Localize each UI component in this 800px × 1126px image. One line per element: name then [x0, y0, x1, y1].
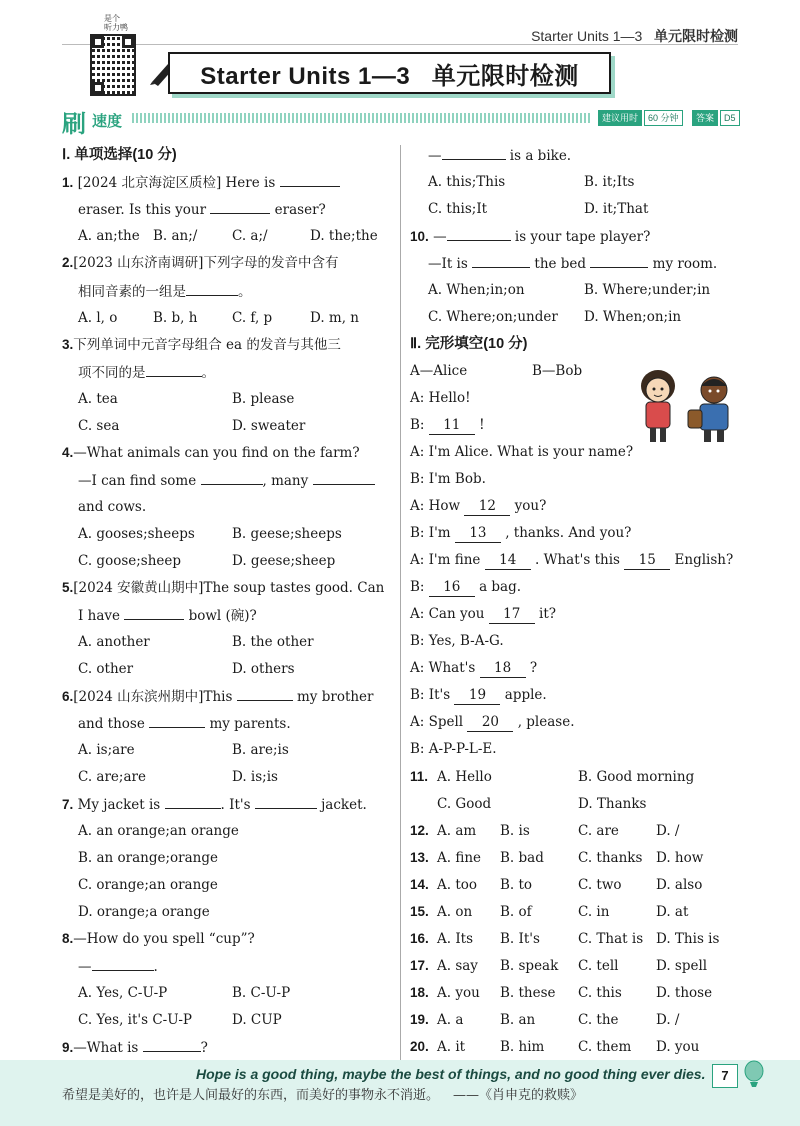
- dialogue-line: B: A-P-P-L-E.: [410, 741, 497, 757]
- option-d[interactable]: D. you: [656, 1039, 700, 1055]
- answer-blank[interactable]: [280, 173, 340, 187]
- page-title: Starter Units 1—3 单元限时检测: [200, 62, 579, 90]
- option-c[interactable]: C. orange;an orange: [78, 877, 218, 893]
- option-a[interactable]: A. another: [78, 634, 150, 650]
- dialogue-line: A: What's 18 ?: [410, 660, 538, 676]
- option-a[interactable]: A. l, o: [78, 310, 118, 326]
- option-b[interactable]: B. are;is: [232, 742, 289, 758]
- speed-char: 刷: [62, 111, 86, 138]
- option-b[interactable]: B. Where;under;in: [584, 282, 711, 298]
- dialogue-line: B: I'm 13 , thanks. And you?: [410, 525, 632, 541]
- option-b[interactable]: B. an;/: [153, 228, 198, 244]
- blank-number[interactable]: 20: [467, 713, 513, 732]
- section-1-heading: Ⅰ. 单项选择(10 分): [62, 147, 177, 163]
- option-a[interactable]: A. am: [437, 823, 477, 839]
- option-c[interactable]: C. Good: [437, 796, 492, 812]
- option-d[interactable]: D. at: [656, 904, 689, 920]
- dialogue-line: B: It's 19 apple.: [410, 687, 547, 703]
- option-b[interactable]: B. C-U-P: [232, 985, 291, 1001]
- question-9-cont: — is a bike.: [428, 148, 572, 164]
- answer-blank[interactable]: [186, 282, 238, 296]
- question-10: 10. — is your tape player?: [410, 229, 651, 245]
- question-7: 7. My jacket is . It's jacket.: [62, 797, 367, 813]
- blank-number[interactable]: 12: [464, 497, 510, 516]
- option-number: 12.: [410, 823, 429, 838]
- answer-blank[interactable]: [590, 254, 648, 268]
- answer-blank[interactable]: [165, 795, 221, 809]
- option-d[interactable]: D. /: [656, 1012, 680, 1028]
- option-number: 15.: [410, 904, 429, 919]
- blank-number[interactable]: 17: [489, 605, 535, 624]
- option-a[interactable]: A. too: [437, 877, 478, 893]
- running-header-title: 单元限时检测: [654, 28, 738, 44]
- option-b[interactable]: B. him: [500, 1039, 545, 1055]
- question-8: 8.—How do you spell “cup”?: [62, 931, 255, 947]
- blank-number[interactable]: 16: [429, 578, 475, 597]
- qr-finder-icon: [122, 36, 134, 48]
- option-a[interactable]: A. When;in;on: [428, 282, 525, 298]
- option-c[interactable]: C. other: [78, 661, 134, 677]
- children-illustration-icon: [628, 366, 752, 446]
- footer-quote-en: Hope is a good thing, maybe the best of things, and no good thing ever dies.: [196, 1066, 706, 1082]
- time-value: 60 分钟: [644, 110, 683, 126]
- option-a[interactable]: A. Hello: [437, 769, 492, 785]
- option-b[interactable]: B. of: [500, 904, 532, 920]
- option-a[interactable]: A. Its: [437, 931, 474, 947]
- dialogue-line: B: I'm Bob.: [410, 471, 486, 487]
- option-a[interactable]: A. fine: [437, 850, 482, 866]
- option-b[interactable]: B. It's: [500, 931, 540, 947]
- option-c[interactable]: C. That is: [578, 931, 644, 947]
- option-b[interactable]: B. Good morning: [578, 769, 695, 785]
- option-b[interactable]: B. geese;sheeps: [232, 526, 342, 542]
- option-d[interactable]: D. CUP: [232, 1012, 282, 1028]
- option-c[interactable]: C. Yes, it's C-U-P: [78, 1012, 193, 1028]
- question-2: 2.[2023 山东济南调研]下列字母的发音中含有: [62, 255, 339, 271]
- option-a[interactable]: A. is;are: [78, 742, 135, 758]
- dialogue-line: A: Can you 17 it?: [410, 606, 556, 622]
- option-c[interactable]: C. sea: [78, 418, 120, 434]
- answer-page: D5: [720, 110, 740, 126]
- qr-caption: 是个 听力鸭: [104, 14, 128, 32]
- option-c[interactable]: C. a;/: [232, 228, 268, 244]
- option-c[interactable]: C. Where;on;under: [428, 309, 558, 325]
- running-header: [531, 26, 738, 46]
- option-c[interactable]: C. this: [578, 985, 622, 1001]
- option-d[interactable]: D. also: [656, 877, 703, 893]
- option-c[interactable]: C. are;are: [78, 769, 146, 785]
- qr-finder-icon: [92, 82, 104, 94]
- option-d[interactable]: D. is;is: [232, 769, 278, 785]
- option-d[interactable]: D. how: [656, 850, 704, 866]
- option-b[interactable]: B. please: [232, 391, 295, 407]
- dialogue-line: B: Yes, B-A-G.: [410, 633, 504, 649]
- option-c[interactable]: C. tell: [578, 958, 619, 974]
- answer-blank[interactable]: [92, 957, 154, 971]
- speed-bar: [62, 106, 740, 138]
- answer-blank[interactable]: [255, 795, 317, 809]
- option-number: 18.: [410, 985, 429, 1000]
- column-divider: [400, 145, 401, 1060]
- option-number: 16.: [410, 931, 429, 946]
- option-b[interactable]: B. bad: [500, 850, 544, 866]
- answer-blank[interactable]: [237, 687, 293, 701]
- option-c[interactable]: C. goose;sheep: [78, 553, 182, 569]
- option-b[interactable]: B. to: [500, 877, 533, 893]
- blank-number[interactable]: 11: [429, 416, 475, 435]
- option-number: 19.: [410, 1012, 429, 1027]
- option-d[interactable]: D. orange;a orange: [78, 904, 210, 920]
- balloon-icon: [742, 1060, 766, 1088]
- time-label: 建议用时: [598, 110, 642, 126]
- option-c[interactable]: C. two: [578, 877, 622, 893]
- option-d[interactable]: D. When;on;in: [584, 309, 682, 325]
- option-c[interactable]: C. f, p: [232, 310, 273, 326]
- answer-blank[interactable]: [472, 254, 530, 268]
- option-c[interactable]: C. the: [578, 1012, 619, 1028]
- blank-number[interactable]: 14: [485, 551, 531, 570]
- option-d[interactable]: D. Thanks: [578, 796, 647, 812]
- answer-label: 答案: [692, 110, 718, 126]
- dialogue-line: B: 16 a bag.: [410, 579, 522, 595]
- blank-number[interactable]: 19: [454, 686, 500, 705]
- question-1: 1. [2024 北京海淀区质检] Here is: [62, 173, 340, 192]
- qr-finder-icon: [92, 36, 104, 48]
- option-a[interactable]: A. gooses;sheeps: [78, 526, 195, 542]
- option-a[interactable]: A. tea: [78, 391, 118, 407]
- option-d[interactable]: D. m, n: [310, 310, 360, 326]
- option-number: 13.: [410, 850, 429, 865]
- answer-blank[interactable]: [146, 363, 202, 377]
- page-number: 7: [712, 1064, 738, 1088]
- option-b[interactable]: B. b, h: [153, 310, 198, 326]
- header-rule: [62, 44, 738, 45]
- option-d[interactable]: D. others: [232, 661, 295, 677]
- option-b[interactable]: B. is: [500, 823, 530, 839]
- option-d[interactable]: D. This is: [656, 931, 720, 947]
- option-a[interactable]: A. Yes, C-U-P: [78, 985, 168, 1001]
- dialogue-line: A: How 12 you?: [410, 498, 547, 514]
- option-d[interactable]: D. sweater: [232, 418, 306, 434]
- question-3: 3.下列单词中元音字母组合 ea 的发音与其他三: [62, 337, 341, 353]
- answer-blank[interactable]: [201, 471, 263, 485]
- option-a[interactable]: A. a: [437, 1012, 464, 1028]
- answer-blank[interactable]: [149, 714, 205, 728]
- option-d[interactable]: D. the;the: [310, 228, 378, 244]
- option-a[interactable]: A. an;the: [78, 228, 140, 244]
- question-9: 9.—What is ?: [62, 1040, 208, 1056]
- blank-number[interactable]: 13: [455, 524, 501, 543]
- option-d[interactable]: D. spell: [656, 958, 708, 974]
- option-c[interactable]: C. them: [578, 1039, 632, 1055]
- option-c[interactable]: C. this;It: [428, 201, 488, 217]
- option-a[interactable]: A. an orange;an orange: [78, 823, 239, 839]
- section-2-heading: Ⅱ. 完形填空(10 分): [410, 336, 528, 352]
- speed-word: 速度: [92, 113, 123, 130]
- question-4: 4.—What animals can you find on the farm?: [62, 445, 360, 461]
- answer-blank[interactable]: [442, 146, 506, 160]
- option-number: 11.: [410, 769, 429, 784]
- option-a[interactable]: A. on: [437, 904, 473, 920]
- answer-blank[interactable]: [447, 227, 511, 241]
- option-b[interactable]: B. an: [500, 1012, 536, 1028]
- option-b[interactable]: B. it;Its: [584, 174, 635, 190]
- dialogue-line: A: I'm Alice. What is your name?: [410, 444, 634, 460]
- answer-blank[interactable]: [313, 471, 375, 485]
- decorative-stripes: [132, 113, 592, 123]
- option-number: 20.: [410, 1039, 429, 1054]
- option-a[interactable]: A. you: [437, 985, 480, 1001]
- option-d[interactable]: D. those: [656, 985, 713, 1001]
- question-5: 5.[2024 安徽黄山期中]The soup tastes good. Can: [62, 580, 385, 596]
- option-b[interactable]: B. these: [500, 985, 556, 1001]
- dialogue-line: A: Spell 20 , please.: [410, 714, 575, 730]
- dialogue-line: A: Hello!: [410, 390, 471, 406]
- answer-blank[interactable]: [143, 1038, 201, 1052]
- option-d[interactable]: D. /: [656, 823, 680, 839]
- blank-number[interactable]: 18: [480, 659, 526, 678]
- option-c[interactable]: C. in: [578, 904, 610, 920]
- option-number: 14.: [410, 877, 429, 892]
- question-6: 6.[2024 山东滨州期中]This my brother: [62, 689, 374, 705]
- option-a[interactable]: A. this;This: [428, 174, 506, 190]
- qr-code-block[interactable]: [82, 14, 136, 98]
- blank-number[interactable]: 15: [624, 551, 670, 570]
- option-a[interactable]: A. it: [437, 1039, 466, 1055]
- option-c[interactable]: C. thanks: [578, 850, 643, 866]
- option-d[interactable]: D. geese;sheep: [232, 553, 336, 569]
- option-number: 17.: [410, 958, 429, 973]
- dialogue-line: B: 11 !: [410, 417, 485, 433]
- answer-blank[interactable]: [124, 606, 184, 620]
- page-title-box: [168, 52, 611, 94]
- option-b[interactable]: B. the other: [232, 634, 314, 650]
- dialogue-line: A: I'm fine 14 . What's this 15 English?: [410, 552, 734, 568]
- cast-a: A—Alice: [410, 363, 468, 379]
- answer-blank[interactable]: [210, 200, 270, 214]
- cast-b: B—Bob: [532, 363, 583, 379]
- option-a[interactable]: A. say: [437, 958, 478, 974]
- running-header-unit: Starter Units 1—3: [531, 28, 643, 44]
- footer-quote-cn: 希望是美好的，也许是人间最好的东西，而美好的事物永不消逝。 ——《肖申克的救赎》: [62, 1088, 584, 1103]
- option-c[interactable]: C. are: [578, 823, 619, 839]
- option-b[interactable]: B. speak: [500, 958, 559, 974]
- option-d[interactable]: D. it;That: [584, 201, 649, 217]
- option-b[interactable]: B. an orange;orange: [78, 850, 218, 866]
